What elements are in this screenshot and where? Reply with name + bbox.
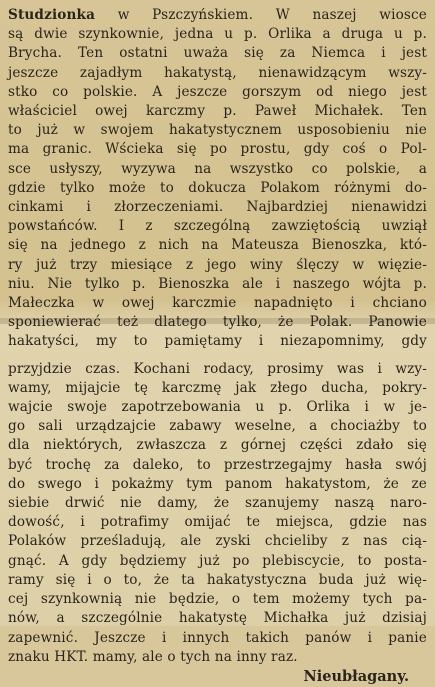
article-line-text: cinkami i złorzeczeniami. Najbardziej nienawidzi: [8, 199, 427, 216]
article-line: [8, 629, 427, 648]
article-line-text: zapewnić. Jeszcze i innych takich panów i panie: [8, 629, 427, 646]
article-line: [8, 160, 427, 179]
article-line: [8, 590, 427, 609]
article-line: [8, 256, 427, 275]
article-line: [8, 456, 427, 475]
article-segment-2: [8, 360, 427, 667]
article-line-text: w Pszczyńskiem. W naszej wiosce: [95, 7, 427, 23]
article-line: [8, 313, 427, 332]
article-line-text: ry już trzy miesiące z jego winy ślęczy w więzie-: [8, 256, 427, 273]
article-line: [8, 436, 427, 455]
article-line-text: gdzie tylko może to dokucza Polakom różnymi do-: [8, 179, 427, 196]
article-line: [8, 360, 427, 379]
article-line: [8, 552, 427, 571]
article-line: [8, 294, 427, 313]
article-line-text: dla niektórych, zwłaszcza z górnej części zdało się: [8, 437, 427, 454]
article-line: [8, 398, 427, 417]
article-line: [8, 44, 427, 63]
article-line-text: powstańców. I z szczególną zawziętością uwziął: [8, 218, 427, 235]
article-line: [8, 571, 427, 590]
article-line: [8, 25, 427, 44]
article-line-text: go sali urządzajcie zabawy weselne, a chociażby to: [8, 418, 427, 435]
article-line: [8, 332, 427, 351]
article-line: [8, 475, 427, 494]
article-line-text: się na jednego z nich na Mateusza Bienoszka, któ-: [8, 237, 427, 254]
article-line-text: Brycha. Ten ostatni uważa się za Niemca i jest: [8, 45, 427, 62]
article-line-text: być trochę za daleko, to przestrzegajmy hasła swój: [8, 456, 427, 473]
article-lead-place: Studzionka: [8, 7, 96, 23]
article-line-text: dowość, i potrafimy omijać te miejsca, gdzie nas: [8, 514, 427, 531]
article-line-text: to już w swojem hakatystycznem usposobieniu nie: [8, 122, 427, 139]
article-line: [8, 64, 427, 83]
article-line-text: ramy się i o to, że ta hakatystyczna buda już wię-: [8, 571, 427, 588]
article-line: [8, 217, 427, 236]
article-line: [8, 83, 427, 102]
article-line-text: znaku HKT. mamy, ale o tych na inny raz.: [8, 648, 298, 665]
article-line: [8, 532, 427, 551]
article-line-text: hakatyści, my to pamiętamy i niezapomnimy, gdy: [8, 333, 427, 350]
article-line-text: sce usłyszy, wyzywa na wszystko co polskie, a: [8, 160, 427, 177]
article-line: [8, 494, 427, 513]
article-line-text: Polaków prześladują, ale zyski chcieliby z nas cią-: [8, 533, 427, 550]
article-line: [8, 236, 427, 255]
article-line: [8, 513, 427, 532]
article-line: [8, 417, 427, 436]
article-line-text: przyjdzie czas. Kochani rodacy, prosimy was i wzy-: [8, 360, 427, 377]
article-line-text: wamy, mijajcie tę karczmę jak złego ducha, pokry-: [8, 379, 427, 396]
article-line: [8, 140, 427, 159]
article-line-text: wajcie swoje zapotrzebowania u p. Orlika i w je-: [8, 399, 427, 416]
article-line: [8, 609, 427, 628]
fold-gap: [8, 352, 427, 360]
article-segment-1: [8, 6, 427, 352]
article-column: [8, 6, 427, 687]
article-line-text: sponiewierać też dlatego tylko, że Polak. Panowie: [8, 314, 427, 331]
article-line: [8, 102, 427, 121]
article-line: [8, 275, 427, 294]
article-line-text: siebie drwić nie damy, że szanujemy naszą naro-: [8, 495, 427, 512]
article-line-text: do swego i pokażmy tym panom hakatystom, że ze: [8, 475, 427, 492]
article-line: [8, 198, 427, 217]
article-line: [8, 379, 427, 398]
article-line-text: niu. Nie tylko p. Bienoszka ale i naszego wójta p.: [8, 275, 427, 292]
article-line: [8, 121, 427, 140]
article-signature: Nieubłagany.: [303, 667, 409, 685]
article-line-text: stko co polskie. A jeszcze gorszym od niego jest: [8, 83, 427, 100]
article-line: [8, 648, 427, 667]
article-line: [8, 6, 427, 25]
article-line-text: są dwie szynkownie, jedna u p. Orlika a druga u p.: [8, 26, 427, 43]
article-line-text: właściciel owej karczmy p. Paweł Michałek. Ten: [8, 103, 427, 120]
article-line-text: Małeczka w owej karczmie napadnięto i chciano: [8, 295, 427, 312]
article-line-text: ma granic. Wścieka się po prostu, gdy coś o Pol-: [8, 141, 427, 158]
article-line-text: jeszcze zajadłym hakatystą, nienawidzącym wszy-: [8, 64, 427, 81]
article-line-text: cej szynkownią nie będzie, o tem możemy tych pa-: [8, 591, 427, 608]
article-line: [8, 179, 427, 198]
article-line-text: gnąć. A gdy będziemy już po plebiscycie, to posta-: [8, 552, 427, 569]
article-line-text: nów, a szczególnie hakatystę Michałka już dzisiaj: [8, 610, 427, 627]
